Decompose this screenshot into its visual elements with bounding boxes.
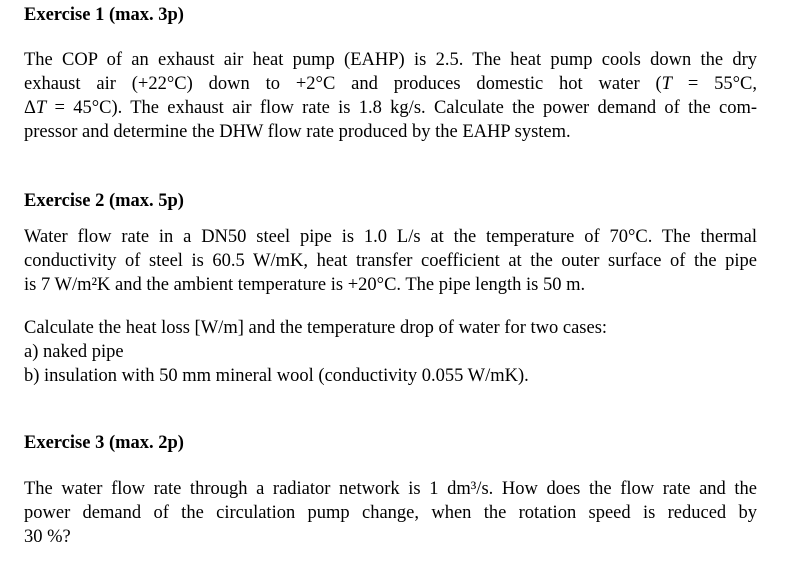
exercise-3-title: Exercise 3 (max. 2p): [24, 433, 184, 453]
exercise-2-question: [24, 316, 757, 388]
exercise-1-title: Exercise 1 (max. 3p): [24, 5, 184, 25]
exercise-1-line-4: pressor and determine the DHW flow rate produced by the EAHP system.: [24, 122, 571, 142]
exercise-1-line-2: exhaust air (+22°C) down to +2°C and produces domestic hot water (T = 55°C,: [24, 74, 758, 94]
exercise-2-title: Exercise 2 (max. 5p): [24, 191, 184, 211]
exercise-1-line-1: The COP of an exhaust air heat pump (EAHP) is 2.5. The heat pump cools down the dry: [24, 50, 757, 70]
exercise-3-line-1: The water flow rate through a radiator network is 1 dm³/s. How does the flow rate and the: [24, 479, 757, 499]
exercise-3-text: [24, 477, 757, 549]
exercise-2-case-a: a) naked pipe: [24, 342, 124, 362]
exercise-1-line-3: ΔT = 45°C). The exhaust air flow rate is 1.8 kg/s. Calculate the power demand of the com-: [24, 98, 757, 118]
exercise-2-line-3: is 7 W/m²K and the ambient temperature is +20°C. The pipe length is 50 m.: [24, 275, 586, 295]
exercise-2-question-text: Calculate the heat loss [W/m] and the temperature drop of water for two cases:: [24, 318, 608, 338]
exercise-1-text: [24, 48, 757, 144]
exercise-3-line-2: power demand of the circulation pump change, when the rotation speed is reduced by: [24, 503, 757, 523]
exercise-3-line-3: 30 %?: [24, 527, 71, 547]
exercise-2-case-b: b) insulation with 50 mm mineral wool (conductivity 0.055 W/mK).: [24, 366, 529, 386]
exercise-2-line-1: Water flow rate in a DN50 steel pipe is 1.0 L/s at the temperature of 70°C. The thermal: [24, 227, 757, 247]
exercise-2-line-2: conductivity of steel is 60.5 W/mK, heat transfer coefficient at the outer surface of the pipe: [24, 251, 757, 271]
exercise-2-text: [24, 225, 757, 297]
